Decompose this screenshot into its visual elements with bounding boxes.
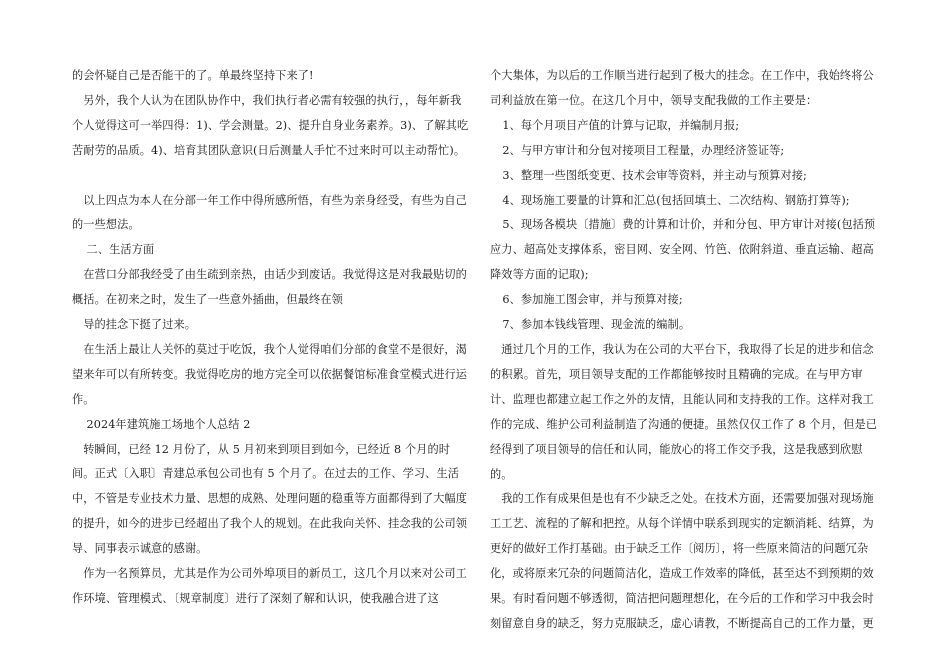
list-item: 4、现场施工要量的计算和汇总(包括回填土、二次结构、钢筋打算等); [502, 193, 850, 207]
blank-line [72, 164, 470, 189]
left-text-column [72, 64, 470, 612]
paragraph: 转瞬间，已经 12 月份了，从 5 月初来到项目到如今，已经近 8 个月的时间。正式〔入职〕青建总承包公司也有 5 个月了。在过去的工作、学习、生活中，不管是专业技术力量、思想的成熟、处理问题的稳重等方面都得到了大幅度的提升，如今的进步已经超出了我个人的规划。在此我向关怀、挂念我的公司领导、同事表示诚意的感谢。 [72, 442, 468, 556]
article-title: 2024年建筑施工场地个人总结 2 [86, 417, 251, 431]
list-item: 2、与甲方审计和分包对接项目工程量，办理经济签证等; [502, 143, 785, 157]
paragraph: 的会怀疑自己是否能干的了。单最终坚持下来了! [72, 69, 314, 82]
list-item: 1、每个月项目产值的计算与记取，并编制月报; [502, 118, 740, 132]
paragraph: 以上四点为本人在分部一年工作中得所感所悟，有些为亲身经受，有些为自己的一些想法。 [72, 193, 467, 232]
section-heading: 二、生活方面 [86, 243, 155, 257]
list-item: 3、整理一些图纸变更、技术会审等资料，并主动与预算对接; [502, 168, 807, 182]
task-list [490, 114, 882, 338]
paragraph: 在营口分部我经受了由生疏到亲热，由话少到废话。我觉得这是对我最贴切的概括。在初来之时，发生了一些意外插曲，但最终在领 [72, 268, 467, 307]
paragraph: 导的挂念下挺了过来。 [83, 318, 197, 332]
paragraph: 通过几个月的工作，我认为在公司的大平台下，我取得了长足的进步和信念的积累。首先，项目领导支配的工作都能够按时且精确的完成。在与甲方审计、监理也都建立起工作之外的友情，且能认同和支持我的工作。这样对我工作的完成、维护公司利益制造了沟通的便捷。虽然仅仅工作了 8 个月，但是已经得到了项目领导的信任和认同，能放心的将工作交予我，这是我感到欣慰的。 [490, 342, 878, 481]
list-item: 5、现场各模块〔措施〕费的计算和计价，并和分包、甲方审计对接(包括预应力、超高处支撑体系，密目网、安全网、竹笆、依附斜道、垂直运输、超高降效等方面的记取); [490, 218, 876, 282]
paragraph: 作为一名预算员，尤其是作为公司外埠项目的新员工，这几个月以来对公司工作环境、管理模式、〔规章制度〕进行了深刻了解和认识，使我融合进了这 [72, 567, 467, 606]
list-item: 7、参加本钱线管理、现金流的编制。 [502, 318, 691, 332]
paragraph: 另外，我个人认为在团队协作中，我们执行者必需有较强的执行，，每年新我个人觉得这可一举四得：1)、学会测量。2)、提升自身业务素养。3)、了解其吃苦耐劳的品质。4)、培育其团队意识(日后测量人手忙不过来时可以主动帮忙)。 [72, 93, 469, 157]
paragraph: 在生活上最让人关怀的莫过于吃饭，我个人觉得咱们分部的食堂不是很好，渴望来年可以有所转变。我觉得吃房的地方完全可以依据餐馆标准食堂模式进行运作。 [72, 342, 468, 406]
right-text-column [490, 64, 882, 637]
list-item: 6、参加施工图会审，并与预算对接; [502, 293, 683, 307]
paragraph: 个大集体，为以后的工作顺当进行起到了极大的挂念。在工作中，我始终将公司利益放在第一位。在这几个月中，领导支配我做的工作主要是： [490, 69, 874, 107]
paragraph: 我的工作有成果但是也有不少缺乏之处。在技术方面，还需要加强对现场施工工艺、流程的了解和把控。从每个详情中联系到现实的定额消耗、结算，为更好的做好工作打基础。由于缺乏工作〔阅历〕，将一些原来简洁的问题冗杂化，或将原来冗杂的问题简洁化，造成工作效率的降低，甚至达不到预期的效果。有时看问题不够透彻，简洁把问题理想化，在今后的工作和学习中我会时刻留意自身的缺乏，努力克服缺乏，虚心请教，不断提高自己的工作力量，更 [490, 492, 874, 630]
